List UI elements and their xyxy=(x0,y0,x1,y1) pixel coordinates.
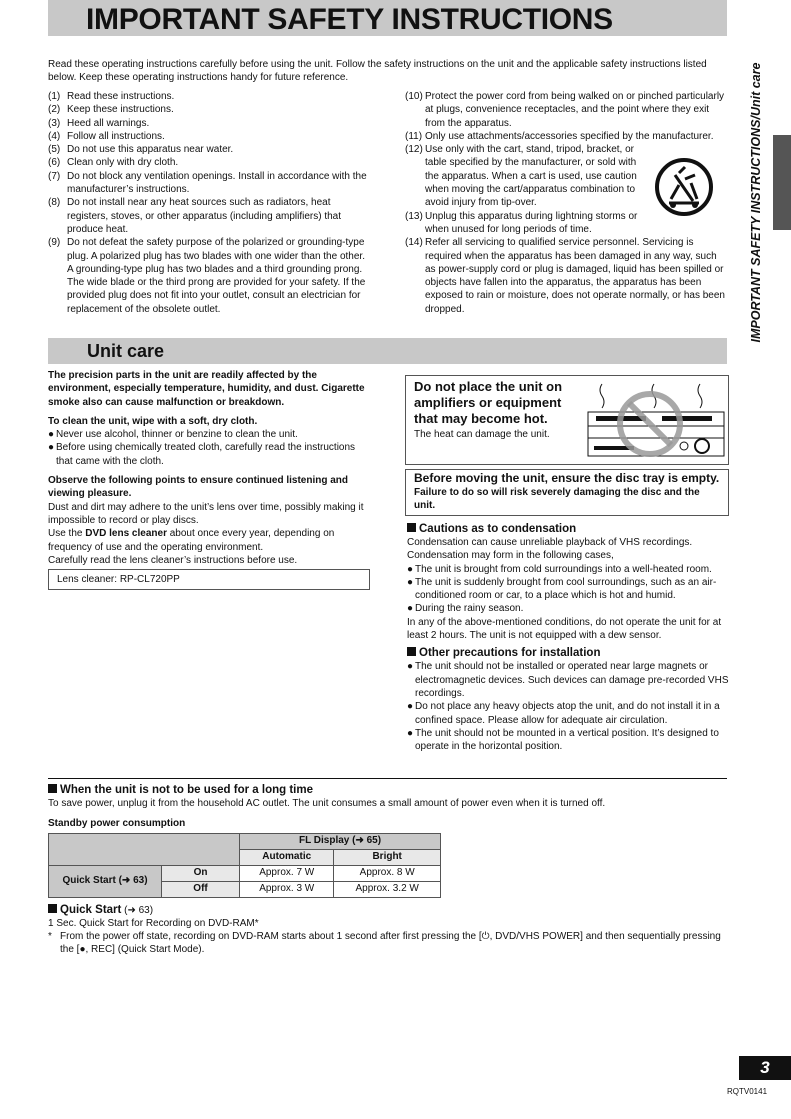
item-number: (6) xyxy=(48,157,61,169)
condensation-section xyxy=(407,522,729,753)
condensation-text: In any of the above-mentioned conditions, do not operate the unit for at least 2 hours. The unit is not equipped with a dew sensor. xyxy=(407,616,722,642)
item-text: Do not block any ventilation openings. Install in accordance with the manufacturer’s instructions. xyxy=(67,170,367,196)
instructions-list-left xyxy=(48,90,370,316)
item-text: Use only with the cart, stand, tripod, bracket, or table specified by the manufacturer, or sold with the apparatus. When a cart is used, use caution when moving the cart/apparatus combination to avoid injury from tip-over. xyxy=(425,144,637,209)
quick-start-footnote: * From the power off state, recording on DVD-RAM starts about 1 second after first pressing the [⏻, DVD/VHS POWER] and then sequentially pressing the [●, REC] (Quick Start Mode). xyxy=(48,931,721,956)
side-section-label: IMPORTANT SAFETY INSTRUCTIONS/Unit care xyxy=(749,62,763,343)
disc-tray-warning-title: Before moving the unit, ensure the disc tray is empty. xyxy=(414,471,720,485)
item-number: (7) xyxy=(48,170,61,182)
list-item xyxy=(405,210,655,237)
item-text: Do not use this apparatus near water. xyxy=(67,144,234,156)
other-precautions-heading: Other precautions for installation xyxy=(407,646,729,660)
section-heading: Unit care xyxy=(87,341,165,361)
list-item xyxy=(48,130,370,143)
unit-care-section-bar xyxy=(48,338,727,364)
dust-text: Dust and dirt may adhere to the unit’s lens over time, possibly making it impossible to record or play discs. xyxy=(48,501,364,526)
list-item xyxy=(405,130,727,143)
list-item xyxy=(405,143,650,209)
condensation-text: Condensation may form in the following cases, xyxy=(407,550,614,562)
item-text: Clean only with dry cloth. xyxy=(67,157,179,169)
quick-start-heading: Quick Start (➜ 63) xyxy=(48,903,738,917)
square-bullet-icon xyxy=(407,523,416,532)
list-item xyxy=(48,170,370,197)
page-title: IMPORTANT SAFETY INSTRUCTIONS xyxy=(86,3,613,36)
hot-equipment-warning-box xyxy=(405,375,729,465)
item-text: Unplug this apparatus during lightning storms or when unused for long periods of time. xyxy=(425,210,638,235)
item-number: (2) xyxy=(48,104,61,116)
table-row: Quick Start (➜ 63) On Approx. 7 W Approx. 8 W xyxy=(49,865,441,881)
table-row: Off Approx. 3 W Approx. 3.2 W xyxy=(49,881,441,897)
item-number: (4) xyxy=(48,130,61,142)
list-item xyxy=(405,90,727,130)
list-item: ● Do not place any heavy objects atop the unit, and do not install it in a confined space. Please allow for adequate air circulation. xyxy=(407,701,720,726)
list-item: ● The unit is brought from cold surroundings into a well-heated room. xyxy=(407,563,712,575)
intro-text: Read these operating instructions carefully before using the unit. Follow the safety instructions on the unit and the applicable safety instructions listed below. Keep these operating instructions handy for future reference. xyxy=(48,59,707,84)
environment-warning: The precision parts in the unit are readily affected by the environment, especially temperature, humidity, and dust. Cigarette smoke also can cause malfunction or breakdown. xyxy=(48,370,365,408)
read-instructions-text: Carefully read the lens cleaner’s instructions before use. xyxy=(48,554,298,566)
hot-warning-text: The heat can damage the unit. xyxy=(414,429,550,440)
list-item: ● Never use alcohol, thinner or benzine to clean the unit. xyxy=(48,429,298,441)
item-number: (1) xyxy=(48,91,61,102)
list-item: ● During the rainy season. xyxy=(407,603,524,615)
item-text: Do not install near any heat sources such as radiators, heat registers, stoves, or other apparatus (including amplifiers) that produce heat. xyxy=(67,197,342,235)
document-code: RQTV0141 xyxy=(727,1087,768,1096)
disc-tray-warning-text: Failure to do so will risk severely damaging the disc and the unit. xyxy=(414,487,700,512)
list-item xyxy=(48,117,370,130)
divider xyxy=(48,778,727,779)
quick-start-text: 1 Sec. Quick Start for Recording on DVD-RAM* xyxy=(48,917,259,929)
other-precautions-bullets xyxy=(407,660,729,753)
item-number: (13) xyxy=(405,210,423,222)
item-text: Follow all instructions. xyxy=(67,130,165,142)
long-time-heading: When the unit is not to be used for a long time xyxy=(48,783,738,797)
item-text: Protect the power cord from being walked on or pinched particularly at plugs, convenience receptacles, and the point where they exit from the apparatus. xyxy=(425,91,725,129)
item-text: Keep these instructions. xyxy=(67,104,174,116)
lens-cleaner-box: Lens cleaner: RP-CL720PP xyxy=(48,569,370,590)
item-number: (14) xyxy=(405,237,423,249)
item-number: (8) xyxy=(48,197,61,209)
item-number: (12) xyxy=(405,144,423,156)
list-item: ● Before using chemically treated cloth, carefully read the instructions that came with the cloth. xyxy=(48,442,356,467)
item-number: (11) xyxy=(405,130,423,142)
list-item xyxy=(48,236,370,316)
list-item: ● The unit is suddenly brought from cool surroundings, such as an air-conditioned room or car, to a place which is hot and humid. xyxy=(407,576,717,602)
item-text: Refer all servicing to qualified service personnel. Servicing is required when the apparatus has been damaged in any way, such as power-supply cord or plug is damaged, liquid has been spilled or objects have fallen into the apparatus, the apparatus has been exposed to rain or moisture, does not operate normally, or has been dropped. xyxy=(425,237,725,315)
list-item: ● The unit should not be mounted in a vertical position. It’s designed to operate in the horizontal position. xyxy=(407,727,719,753)
condensation-heading: Cautions as to condensation xyxy=(407,522,729,536)
item-text: Only use attachments/accessories specified by the manufacturer. xyxy=(425,130,714,142)
item-number: (10) xyxy=(405,91,423,102)
table-row: Automatic Bright xyxy=(49,849,441,865)
condensation-text: Condensation can cause unreliable playback of VHS recordings. xyxy=(407,537,693,548)
item-text: Heed all warnings. xyxy=(67,117,150,129)
list-item xyxy=(48,143,370,156)
title-bar xyxy=(48,0,727,36)
item-text: Do not defeat the safety purpose of the polarized or grounding-type plug. A polarized plug has two blades with one wider than the other. A grounding-type plug has two blades and a third grounding prong. The wide blade or the third prong are provided for your safety. If the provided plug does not fit into your outlet, consult an electrician for replacement of the obsolete outlet. xyxy=(67,237,366,315)
no-stacking-illustration xyxy=(584,380,728,462)
long-time-text: To save power, unplug it from the household AC outlet. The unit consumes a small amount of power even when it is turned off. xyxy=(48,798,606,809)
hot-warning-title: Do not place the unit on amplifiers or equipment that may become hot. xyxy=(414,379,563,426)
item-number: (9) xyxy=(48,237,61,249)
long-time-section xyxy=(48,783,738,957)
list-item xyxy=(48,103,370,116)
standby-table-caption: Standby power consumption xyxy=(48,818,186,830)
side-tab-marker xyxy=(773,135,791,230)
item-number: (3) xyxy=(48,117,61,129)
list-item xyxy=(48,196,370,236)
item-number: (5) xyxy=(48,144,61,156)
clean-heading: To clean the unit, wipe with a soft, dry cloth. xyxy=(48,415,258,427)
standby-power-table xyxy=(48,833,441,898)
list-item xyxy=(48,156,370,169)
table-row: FL Display (➜ 65) xyxy=(49,833,441,849)
lens-cleaner-usage: Use the DVD lens cleaner about once every year, depending on frequency of use and the operating environment. xyxy=(48,528,335,553)
list-item: ● The unit should not be installed or operated near large magnets or electromagnetic devices. Such devices can damage pre-recorded VHS recordings. xyxy=(407,661,729,699)
square-bullet-icon xyxy=(407,647,416,656)
list-item xyxy=(48,90,370,103)
square-bullet-icon xyxy=(48,784,57,793)
unit-care-left-column xyxy=(48,369,370,590)
condensation-bullets xyxy=(407,563,729,616)
clean-bullets xyxy=(48,428,370,468)
disc-tray-warning-box xyxy=(405,469,729,516)
list-item xyxy=(405,236,727,316)
item-text: Read these instructions. xyxy=(67,91,175,102)
square-bullet-icon xyxy=(48,904,57,913)
observe-heading: Observe the following points to ensure continued listening and viewing pleasure. xyxy=(48,475,349,500)
page-number: 3 xyxy=(739,1056,791,1080)
cart-tipover-warning-icon xyxy=(655,155,713,219)
